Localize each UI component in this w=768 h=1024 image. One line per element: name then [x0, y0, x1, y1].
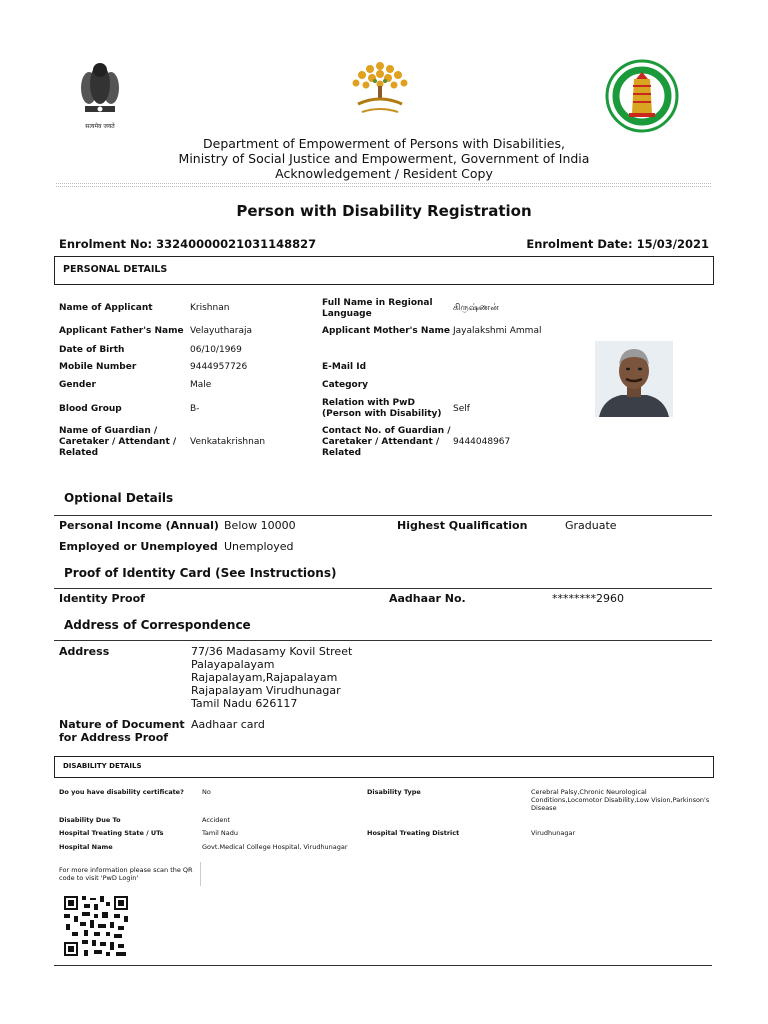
disability-due-label: Disability Due To [59, 816, 121, 824]
page-title: Person with Disability Registration [236, 202, 532, 220]
enrolment-date: Enrolment Date: 15/03/2021 [526, 237, 709, 251]
certificate-value: No [202, 788, 211, 796]
regional-name-value: கிருஷ்ணன் [453, 303, 499, 313]
dob-value: 06/10/1969 [190, 345, 242, 355]
hospital-name-label: Hospital Name [59, 843, 113, 851]
address-heading: Address of Correspondence [64, 618, 251, 632]
aadhaar-label: Aadhaar No. [389, 592, 466, 605]
ministry-line: Ministry of Social Justice and Empowerment, Government of India [178, 151, 590, 166]
qr-code-icon[interactable] [62, 894, 130, 958]
guardian-name-value: Venkatakrishnan [190, 437, 266, 447]
mobile-value: 9444957726 [190, 362, 248, 372]
header-divider [56, 186, 711, 187]
address-label: Address [59, 645, 110, 658]
gender-value: Male [190, 380, 212, 390]
identity-divider [54, 588, 712, 589]
address-proof-label: Nature of Document for Address Proof [59, 718, 185, 744]
guardian-contact-value: 9444048967 [453, 437, 511, 447]
certificate-label: Do you have disability certificate? [59, 788, 184, 796]
hospital-state-value: Tamil Nadu [202, 829, 238, 837]
header-divider [56, 183, 711, 184]
blood-group-value: B- [190, 404, 200, 414]
hospital-state-label: Hospital Treating State / UTs [59, 829, 164, 837]
qr-note: For more information please scan the QR code to visit 'PwD Login' [59, 866, 193, 882]
department-line: Department of Empowerment of Persons with Disabilities, [203, 136, 565, 151]
disability-due-value: Accident [202, 816, 231, 824]
swavlamban-logo-icon [344, 58, 416, 118]
gender-label: Gender [59, 380, 96, 390]
address-proof-value: Aadhaar card [191, 718, 265, 731]
income-value: Below 10000 [224, 519, 296, 532]
personal-details-header [54, 256, 714, 285]
copy-type-line: Acknowledgement / Resident Copy [275, 166, 493, 181]
father-name-label: Applicant Father's Name [59, 326, 184, 336]
relation-label: Relation with PwD (Person with Disability) [322, 398, 442, 419]
relation-value: Self [453, 404, 470, 414]
qr-note-divider [200, 862, 201, 886]
national-emblem-icon [76, 58, 124, 128]
emblem-caption: सत्यमेव जयते [85, 123, 115, 130]
name-label: Name of Applicant [59, 303, 153, 313]
blood-group-label: Blood Group [59, 404, 122, 414]
email-label: E-Mail Id [322, 362, 367, 372]
aadhaar-value: ********2960 [552, 592, 624, 605]
category-label: Category [322, 380, 369, 390]
personal-details-title: PERSONAL DETAILS [63, 264, 168, 275]
mobile-label: Mobile Number [59, 362, 137, 372]
hospital-name-value: Govt.Medical College Hospital, Virudhunagar [202, 843, 348, 851]
regional-name-label: Full Name in Regional Language [322, 298, 433, 319]
optional-details-heading: Optional Details [64, 491, 174, 505]
mother-name-label: Applicant Mother's Name [322, 326, 450, 336]
optional-divider [54, 515, 712, 516]
dob-label: Date of Birth [59, 345, 125, 355]
father-name-value: Velayutharaja [190, 326, 253, 336]
guardian-name-label: Name of Guardian / Caretaker / Attendant / Related [59, 426, 177, 458]
address-divider [54, 640, 712, 641]
footer-divider [54, 965, 712, 966]
employment-label: Employed or Unemployed [59, 540, 218, 553]
disability-type-label: Disability Type [367, 788, 421, 796]
disability-type-value: Cerebral Palsy,Chronic Neurological Conditions,Locomotor Disability,Low Vision,Parkinson's Disease [531, 788, 710, 812]
tamil-nadu-emblem-icon [605, 59, 679, 133]
qualification-label: Highest Qualification [397, 519, 528, 532]
employment-value: Unemployed [224, 540, 294, 553]
identity-proof-label: Identity Proof [59, 592, 145, 605]
hospital-district-label: Hospital Treating District [367, 829, 460, 837]
address-value: 77/36 Madasamy Kovil Street Palayapalayam Rajapalayam,Rajapalayam Rajapalayam Virudhunagar Tamil Nadu 626117 [191, 645, 353, 710]
enrolment-number: Enrolment No: 33240000021031148827 [59, 237, 317, 251]
identity-heading: Proof of Identity Card (See Instructions) [64, 566, 337, 580]
applicant-photo [595, 341, 673, 417]
hospital-district-value: Virudhunagar [531, 829, 576, 837]
mother-name-value: Jayalakshmi Ammal [453, 326, 542, 336]
qualification-value: Graduate [565, 519, 617, 532]
income-label: Personal Income (Annual) [59, 519, 219, 532]
name-value: Krishnan [190, 303, 230, 313]
disability-details-header [54, 756, 714, 778]
guardian-contact-label: Contact No. of Guardian / Caretaker / Attendant / Related [322, 426, 451, 458]
disability-details-title: DISABILITY DETAILS [63, 762, 142, 770]
